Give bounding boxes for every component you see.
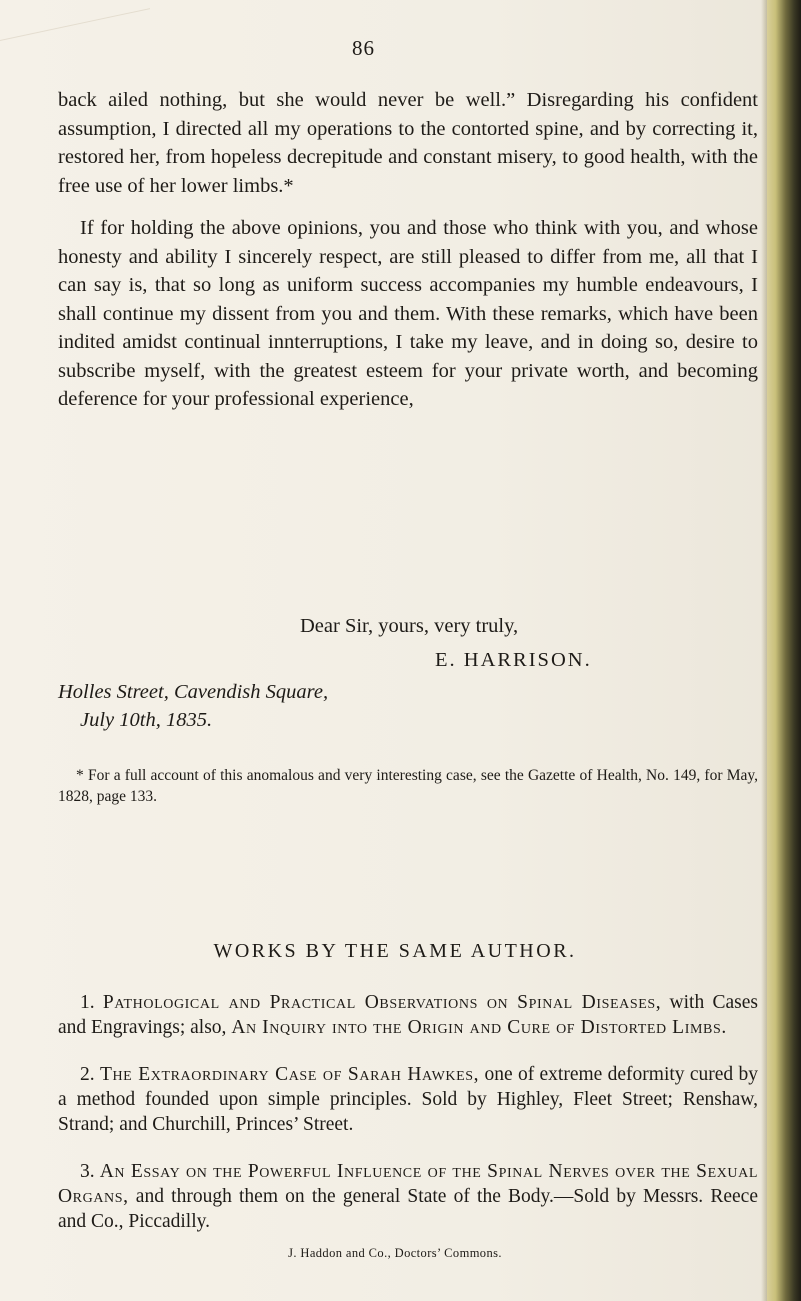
works-list bbox=[58, 990, 758, 1256]
address-street: Holles Street, Cavendish Square, bbox=[58, 681, 329, 703]
book-spine-edge bbox=[767, 0, 801, 1301]
letter-closing: Dear Sir, yours, very truly, bbox=[300, 615, 519, 637]
work-entry-1 bbox=[58, 990, 758, 1040]
address-date: July 10th, 1835. bbox=[80, 709, 213, 731]
work-title: The Extraordinary Case of Sarah Hawkes, bbox=[99, 1064, 480, 1085]
letter-address bbox=[58, 678, 328, 734]
work-number: 3. bbox=[80, 1161, 95, 1182]
work-publisher: one of extreme deformity cured by a method founded upon simple principles. Sold by Highley, Fleet Street; Renshaw, Strand; and Churchill, Princes’ Street. bbox=[58, 1064, 758, 1135]
footnote: * For a full account of this anomalous and very interesting case, see the Gazette of Health, No. 149, for May, 1828, page 133. bbox=[58, 767, 758, 805]
work-entry-3 bbox=[58, 1159, 758, 1234]
work-title: An Essay on the Powerful Influence of the Spinal Nerves over the Sexual Organs, bbox=[58, 1161, 758, 1207]
work-number: 1. bbox=[80, 992, 95, 1013]
work-number: 2. bbox=[80, 1064, 95, 1085]
letter-paragraph-2: If for holding the above opinions, you and those who think with you, and whose honesty and ability I sincerely respect, are still pleased to differ from me, all that I can say is, that so long as uniform success accompanies my humble endeavours, I shall continue my dissent from you and them. With these remarks, which have been indited amidst continual innterruptions, I take my leave, and in doing so, desire to subscribe myself, with the greatest esteem for your private worth, and becoming deference for your professional experience, bbox=[58, 217, 758, 410]
work-title-secondary: An Inquiry into the Origin and Cure of Distorted Limbs. bbox=[231, 1017, 727, 1038]
work-entry-2 bbox=[58, 1062, 758, 1137]
letter-signature: E. HARRISON. bbox=[435, 649, 592, 671]
works-heading: WORKS BY THE SAME AUTHOR. bbox=[213, 940, 577, 962]
work-publisher: and through them on the general State of the Body.—Sold by Messrs. Reece and Co., Piccadilly. bbox=[58, 1186, 758, 1232]
printer-imprint: J. Haddon and Co., Doctors’ Commons. bbox=[288, 1246, 502, 1260]
page-corner-crease bbox=[0, 0, 150, 41]
letter-body bbox=[58, 86, 758, 414]
page-number: 86 bbox=[352, 36, 375, 60]
work-title: Pathological and Practical Observations on Spinal Diseases, bbox=[102, 992, 662, 1013]
work-description: with Cases and Engravings; also, bbox=[58, 992, 758, 1038]
letter-paragraph-1: back ailed nothing, but she would never be well.” Disregarding his confident assumption, I directed all my operations to the contorted spine, and by correcting it, restored her, from hopeless decrepitude and constant misery, to good health, with the free use of her lower limbs.* bbox=[58, 89, 758, 197]
